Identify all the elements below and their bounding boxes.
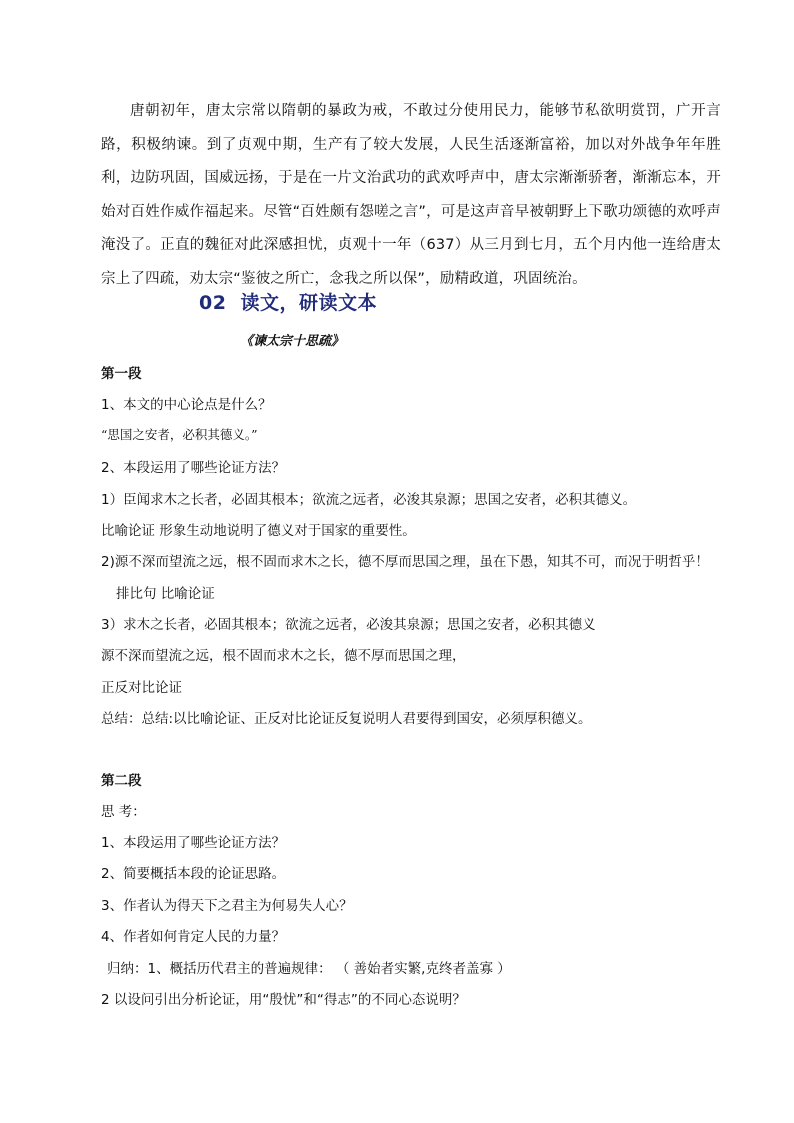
- section-number: 02: [199, 292, 227, 314]
- para2-question-2: 2、简要概括本段的论证思路。: [101, 866, 286, 882]
- para1-question-2: 2、本段运用了哪些论证方法？: [101, 460, 286, 476]
- para1-item-1: 1）臣闻求木之长者，必固其根本；欲流之远者，必浚其泉源；思国之安者，必积其德义。: [101, 492, 637, 508]
- para1-question-1: 1、本文的中心论点是什么？: [101, 397, 272, 413]
- document-title: 《谏太宗十思疏》: [240, 334, 345, 349]
- para1-summary: 总结：总结:以比喻论证、正反对比论证反复说明人君要得到国安，必须厚积德义。: [101, 711, 592, 727]
- para2-point-2: 2 以设问引出分析论证，用“殷忧”和“得志”的不同心态说明？: [101, 992, 466, 1008]
- para2-conclusion: 归纳：1、概括历代君主的普遍规律： （ 善始者实繁,克终者盖寡 ）: [107, 961, 511, 977]
- para1-item-3-continued: 源不深而望流之远，根不固而求木之长，德不厚而思国之理，: [101, 648, 466, 664]
- para1-item-2: 2)源不深而望流之远，根不固而求木之长，德不厚而思国之理，虽在下愚，知其不可，而况于明哲乎！: [101, 554, 709, 570]
- section-heading: [199, 288, 377, 315]
- para1-heading: 第一段: [101, 366, 142, 382]
- para1-item-3: 3）求木之长者，必固其根本；欲流之远者，必浚其泉源；思国之安者，必积其德义: [101, 617, 596, 633]
- section-title: 读文，研读文本: [240, 292, 377, 314]
- para2-question-3: 3、作者认为得天下之君主为何易失人心？: [101, 898, 353, 914]
- para1-answer-1: “思国之安者，必积其德义。”: [101, 427, 258, 442]
- para2-heading: 第二段: [101, 773, 142, 789]
- para2-think-label: 思 考：: [101, 804, 146, 820]
- para1-item-2-note: 排比句 比喻论证: [116, 586, 215, 602]
- para1-item-1-note: 比喻论证 形象生动地说明了德义对于国家的重要性。: [101, 523, 416, 539]
- para2-question-4: 4、作者如何肯定人民的力量？: [101, 929, 286, 945]
- para2-question-1: 1、本段运用了哪些论证方法？: [101, 835, 286, 851]
- intro-paragraph: 唐朝初年，唐太宗常以隋朝的暴政为戒，不敢过分使用民力，能够节私欲明赏罚，广开言路，积极纳谏。到了贞观中期，生产有了较大发展，人民生活逐渐富裕，加以对外战争年年胜利，边防巩固，国威远扬，于是在一片文治武功的武欢呼声中，唐太宗渐渐骄奢，渐渐忘本，开始对百姓作威作福起来。尽管“百姓颇有怨嗟之言”，可是这声音早被朝野上下歌功颂德的欢呼声淹没了。正直的魏征对此深感担忧，贞观十一年（637）从三月到七月，五个月内他一连给唐太宗上了四疏，劝太宗“鉴彼之所亡，念我之所以保”，励精政道，巩固统治。: [101, 103, 721, 287]
- para1-item-3-note: 正反对比论证: [101, 680, 182, 696]
